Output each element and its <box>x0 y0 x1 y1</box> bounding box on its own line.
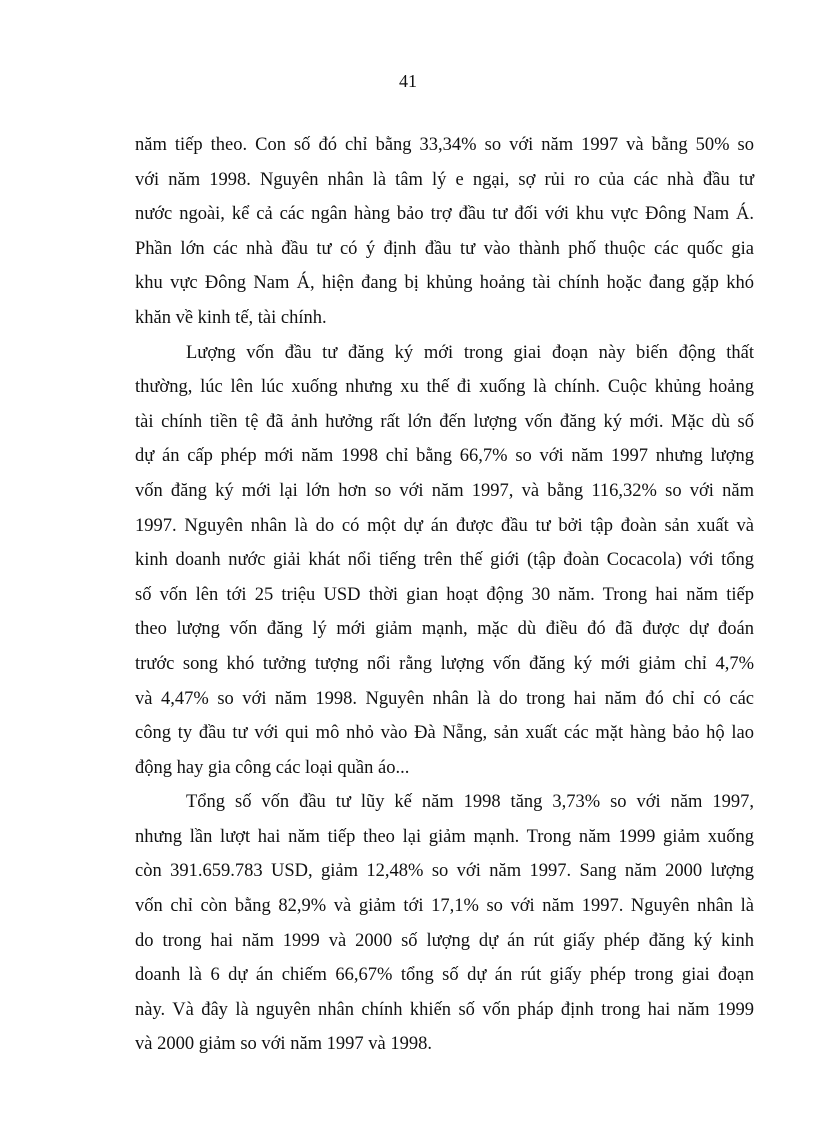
text-line: tài chính tiền tệ đã ảnh hưởng rất lớn đến lượng vốn đăng ký mới. Mặc dù số <box>135 411 754 432</box>
page-number: 41 <box>399 71 417 91</box>
body-text <box>135 128 754 1062</box>
text-line: dự án cấp phép mới năm 1998 chỉ bằng 66,7% so với năm 1997 nhưng lượng <box>135 446 754 467</box>
text-line: Tổng số vốn đầu tư lũy kế năm 1998 tăng 3,73% so với năm 1997, <box>186 792 754 813</box>
text-line: số vốn lên tới 25 triệu USD thời gian hoạt động 30 năm. Trong hai năm tiếp <box>135 584 754 605</box>
text-line: và 4,47% so với năm 1998. Nguyên nhân là do trong hai năm đó chỉ có các <box>135 688 754 709</box>
text-line: nhưng lần lượt hai năm tiếp theo lại giảm mạnh. Trong năm 1999 giảm xuống <box>135 826 754 847</box>
text-line: vốn chỉ còn bằng 82,9% và giảm tới 17,1% so với năm 1997. Nguyên nhân là <box>135 896 754 917</box>
text-line: với năm 1998. Nguyên nhân là tâm lý e ngại, sợ rủi ro của các nhà đầu tư <box>135 169 754 190</box>
text-line: này. Và đây là nguyên nhân chính khiến số vốn pháp định trong hai năm 1999 <box>135 999 754 1020</box>
text-line: năm tiếp theo. Con số đó chỉ bằng 33,34% so với năm 1997 và bằng 50% so <box>135 135 754 155</box>
text-line: nước ngoài, kể cả các ngân hàng bảo trợ đầu tư đối với khu vực Đông Nam Á. <box>135 204 754 225</box>
text-line: vốn đăng ký mới lại lớn hơn so với năm 1997, và bằng 116,32% so với năm <box>135 480 754 501</box>
paragraph-2 <box>135 336 754 786</box>
paragraph-1 <box>135 128 754 336</box>
text-line: khăn về kinh tế, tài chính. <box>135 307 327 328</box>
text-line: còn 391.659.783 USD, giảm 12,48% so với năm 1997. Sang năm 2000 lượng <box>135 861 754 882</box>
text-line: do trong hai năm 1999 và 2000 số lượng dự án rút giấy phép đăng ký kinh <box>135 930 754 951</box>
text-line: trước song khó tưởng tượng nổi rằng lượng vốn đăng ký mới giảm chỉ 4,7% <box>135 653 754 674</box>
text-line: Phần lớn các nhà đầu tư có ý định đầu tư vào thành phố thuộc các quốc gia <box>135 238 754 259</box>
paragraph-3 <box>135 785 754 1062</box>
text-line: Lượng vốn đầu tư đăng ký mới trong giai đoạn này biến động thất <box>186 342 754 363</box>
text-line: động hay gia công các loại quần áo... <box>135 757 410 778</box>
text-line: thường, lúc lên lúc xuống nhưng xu thế đi xuống là chính. Cuộc khủng hoảng <box>135 377 754 398</box>
text-line: 1997. Nguyên nhân là do có một dự án được đầu tư bởi tập đoàn sản xuất và <box>135 515 754 536</box>
text-line: kinh doanh nước giải khát nổi tiếng trên thế giới (tập đoàn Cocacola) với tổng <box>135 550 754 571</box>
text-line: và 2000 giảm so với năm 1997 và 1998. <box>135 1034 433 1055</box>
text-line: theo lượng vốn đăng lý mới giảm mạnh, mặc dù điều đó đã được dự đoán <box>135 619 754 640</box>
text-line: công ty đầu tư với qui mô nhỏ vào Đà Nẵng, sản xuất các mặt hàng bảo hộ lao <box>135 723 754 744</box>
text-line: khu vực Đông Nam Á, hiện đang bị khủng hoảng tài chính hoặc đang gặp khó <box>135 273 754 294</box>
text-line: doanh là 6 dự án chiếm 66,67% tổng số dự án rút giấy phép trong giai đoạn <box>135 965 754 986</box>
